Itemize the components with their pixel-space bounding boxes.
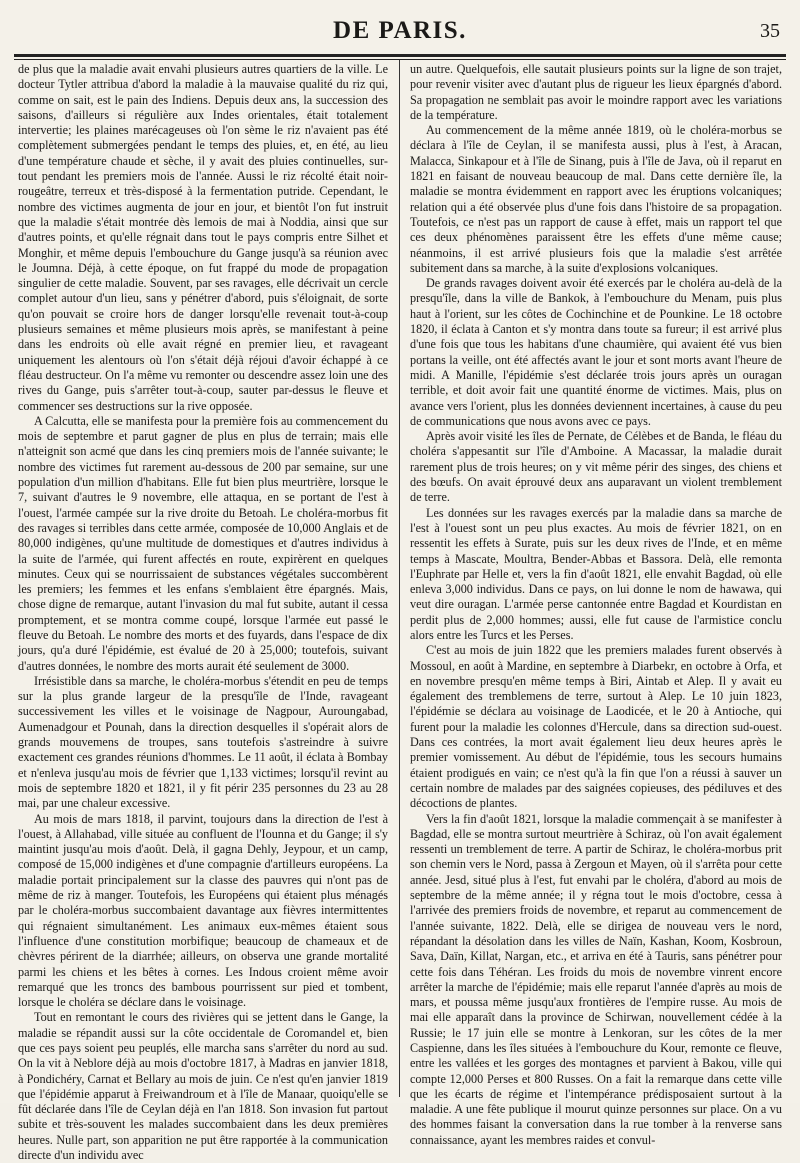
page-title: DE PARIS. <box>333 17 467 44</box>
paragraph: Au mois de mars 1818, il parvint, toujours dans la direction de l'est à l'ouest, à Allahabad, ville située au confluent de l'Iounna et du Gange; il s'y maintint jusqu'au mois d'août. Delà, il gagna Dehly, Jeypour, et un camp, composé de 15,000 indigènes et d'une compagnie d'artilleurs européens. La maladie portait principalement sur la classe des pauvres qui n'ont pas de même de riz à manger. Toutefois, les Européens qui étaient plus ménagés par le choléra-morbus succombaient davantage aux fièvres intermittentes qui régnaient simultanément. Les animaux eux-mêmes étaient sous l'influence d'une constitution morbifique; beaucoup de chameaux et de chèvres périrent de la diarrhée; ailleurs, on observa une grande mortalité parmi les chiens et les bêtes à cornes. Les Indous croient même avoir remarqué que les troncs des bambous pourrissent sur pied et tombent, lorsque le choléra se déclare dans le voisinage. <box>18 811 388 1010</box>
column-divider <box>399 60 400 1097</box>
paragraph: De grands ravages doivent avoir été exercés par le choléra au-delà de la presqu'île, dans la ville de Bankok, à l'embouchure du Menam, puis plus haut à l'orient, sur les côtes de Cochinchine et de Pounkine. Le 18 octobre 1820, il éclata à Canton et s'y montra dans toute sa fureur; il est arrivé plus d'une fois que tous les habitans d'une chaumière, qui avaient été vus bien portans la veille, ont été affectés avant le jour et sont morts avant l'heure de midi. A Manille, l'épidémie s'est déclarée trois jours après un ouragan terrible, et doit avoir fait une quantité énorme de victimes. Mais, plus on avance vers l'orient, plus les données deviennent incertaines, à cause du peu de communications que nous avons avec ce pays. <box>410 276 782 428</box>
paragraph: Vers la fin d'août 1821, lorsque la maladie commençait à se manifester à Bagdad, elle se montra surtout meurtrière à Schiraz, où l'on avait également ressenti un tremblement de terre. A partir de Schiraz, le choléra-morbus prit son chemin vers le Nord, passa à Zergoun et Mayen, où il s'arrêta pour cette année. Jesd, situé plus à l'est, fut envahi par le choléra, d'abord au mois de septembre de la même année; il y régna tout le mois d'octobre, cessa à l'arrivée des premiers froids de novembre, et reparut au commencement de l'année suivante, 1822. Delà, elle se dirigea de nouveau vers le nord, répandant la désolation dans les villes de Naïn, Kashan, Koom, Kosbroun, Sava, Daïn, Killat, Nargan, etc., et arriva en été à Tauris, sans pénétrer pour cette fois dans Téhéran. Les froids du mois de novembre vinrent encore arrêter la marche de l'épidémie; mais elle reparut l'année d'après au mois de mars, et poussa même jusqu'aux frontières de l'empire russe. Au mois de mai elle apparaît dans la province de Schirwan, nouvellement cédée à la Russie; le 17 juin elle se montre à Lenkoran, sur les côtes de la mer Caspienne, dans les îles situées à l'embouchure du Kour, remonte ce fleuve, entre les vallées et les gorges des montagnes et parvient à Bakou, ville qui compte 12,000 Perses et 800 Russes. On a fait la remarque dans cette ville que les écarts de régime et l'intempérance prédisposaient surtout à la maladie. A une fête publique il mourut quinze personnes sur place. On a vu des hommes faisant la conversation dans la rue tomber à la renverse sans connaissance, ayant les membres raides et convul- <box>410 811 782 1147</box>
header-rule-thin <box>14 59 786 60</box>
right-column <box>410 62 782 1147</box>
paragraph: Tout en remontant le cours des rivières qui se jettent dans le Gange, la maladie se répandit aussi sur la côte occidentale de Coromandel et, bien que ces pays soient peu peuplés, elle marcha sans s'arrêter du nord au sud. On la vit à Neblore déjà au mois d'octobre 1817, à Madras en janvier 1818, à Pondichéry, Carnat et Bellary au mois de juin. Ce n'est qu'en janvier 1819 que l'épidémie apparut à Freiwandroum et à l'île de Manaar, quoiqu'elle se fût déclarée dans l'île de Ceylan déjà en l'an 1818. Son invasion fut partout subite et très-souvent les malades succombaient dans les deux premières heures. Nulle part, son apparition ne put être rapportée à la communication directe d'un individu avec <box>18 1010 388 1163</box>
page-number: 35 <box>760 20 780 42</box>
paragraph: un autre. Quelquefois, elle sautait plusieurs points sur la ligne de son trajet, pour revenir visiter avec d'autant plus de rigueur les lieux épargnés d'abord. Sa propagation ne semblait pas avoir le moindre rapport avec les variations de la température. <box>410 62 782 122</box>
header-rule <box>14 54 786 57</box>
paragraph: Après avoir visité les îles de Pernate, de Célèbes et de Banda, le fléau du choléra s'appesantit sur l'île d'Amboine. A Macassar, la maladie durait rarement plus de trois heures; on y vit même périr des singes, des chiens et des bœufs. On avait éprouvé deux ans auparavant un violent tremblement de terre. <box>410 429 782 505</box>
paragraph: Les données sur les ravages exercés par la maladie dans sa marche de l'est à l'ouest sont un peu plus exactes. Au mois de février 1821, on en ressentit les effets à Surate, puis sur les deux rives de l'Inde, et en même temps à Mascate, Moultra, Bender-Abbas et Bassora. Delà, elle remonta l'Euphrate par Helle et, vers la fin d'août 1821, elle envahit Bagdad, où elle enleva 3,000 individus. Dans ce pays, on lui donne le nom de hawawa, qui veut dire ouragan. L'armée perse cantonnée entre Bagdad et Kourdistan en perdit plus de 2,000 hommes; aussi, elle fut cause de l'armistice conclu alors entre les Turcs et les Perses. <box>410 505 782 642</box>
running-head <box>18 14 782 48</box>
left-column <box>18 62 388 1163</box>
paragraph: Irrésistible dans sa marche, le choléra-morbus s'étendit en peu de temps sur la plus grande largeur de la presqu'île de l'Inde, ravageant successivement les villes et le voisinage de Nagpour, Auroungabad, Aumenadgour et Pounah, dans la direction desquelles il s'opérait alors de grands mouvemens de troupes, sans toutefois s'astreindre à suivre exactement ces grandes réunions d'hommes. Le 11 août, il éclata à Bombay et n'enleva jusqu'au mois de février que 1,133 victimes; lorsqu'il revint au mois de septembre 1820 et 1821, il y fit périr 235 personnes du 23 au 28 mai, par une chaleur excessive. <box>18 673 388 811</box>
paragraph: Au commencement de la même année 1819, où le choléra-morbus se déclara à l'île de Ceylan, il se manifesta aussi, plus à l'est, à Aracan, Malacca, Sinkapour et à l'île de Sinang, puis à l'île de Java, où il reparut en 1821 en faisant de nouveau beaucoup de mal. Dans cette dernière île, la maladie se montra évidemment en rapport avec les éruptions volcaniques; relation qui a été observée plus d'une fois dans l'histoire de sa propagation. Toutefois, ce n'est pas un rapport de cause à effet, mais un rapport tel que ces deux phénomènes paraissent être les effets d'une même cause; néanmoins, il est arrivé plusieurs fois que la maladie s'est arrêtée subitement dans sa marche, à la suite d'explosions volcaniques. <box>410 123 782 275</box>
paragraph: de plus que la maladie avait envahi plusieurs autres quartiers de la ville. Le docteur Tytler attribua d'abord la maladie à la mauvaise qualité du riz qui, comme on sait, est le pain des Indiens. Depuis deux ans, la succession des saisons, d'ailleurs si régulière aux Indes orientales, était totalement intervertie; les plaines marécageuses où l'on sème le riz n'avaient pas été complètement submergées pendant le temps des pluies, et, en été, au lieu d'une température chaude et sèche, il y avait des pluies continuelles, sur-tout pendant les premiers mois de l'année. Aussi le riz récolté était noir-rougeâtre, terreux et très-disposé à la fermentation putride. Cependant, le nombre des victimes augmenta de jour en jour, et bientôt l'on fut instruit que la maladie s'était montrée dès lemois de mai à Noddia, ainsi que sur d'autres points, et qu'elle régnait dans tout le pays compris entre Silhet et Monghir, et même depuis l'embouchure du Gange jusqu'à sa réunion avec le Joumna. Déjà, à cette époque, on fut frappé du mode de propagation singulier de cette maladie. Souvent, par ses ravages, elle décrivait un cercle complet autour d'un lieu, sans y pénétrer d'abord, puis s'éloignait, de sorte qu'on pouvait se croire hors de danger lorsqu'elle revenait tout-à-coup plusieurs semaines et même plusieurs mois après, se manifestant à peine dans les endroits où elle avait régné en premier lieu, et ravageant uniquement les alentours où l'on s'était déjà réjoui d'avoir échappé à ce fléau destructeur. On l'a même vu remonter ou descendre assez loin une des rives du Gange, puis s'arrêter tout-à-coup, sauter par-dessus le fleuve et commencer ses destructions sur la rive opposée. <box>18 62 388 413</box>
paragraph: C'est au mois de juin 1822 que les premiers malades furent observés à Mossoul, en août à Mardine, en septembre à Diarbekr, en octobre à Orfa, et en novembre presqu'en même temps à Biri, Aintab et Alep. Il y avait eu également des tremblemens de terre, surtout à Alep. Le 10 juin 1823, l'épidémie se déclara au voisinage de Laodicée, et le 20 à Antioche, qui furent pour la maladie les colonnes d'Hercule, dans sa direction sud-ouest. Dans ces contrées, la mort avait également lieu deux heures après le premier vomissement. Au début de l'épidémie, tous les secours humains étaient prodigués en vain; ce n'est qu'à la fin que l'on a réussi à sauver un certain nombre de malades par des saignées copieuses, des pédiluves et des décoctions de plantes. <box>410 643 782 811</box>
paragraph: A Calcutta, elle se manifesta pour la première fois au commencement du mois de septembre et parut gagner de plus en plus de terrain; mais elle n'atteignit son acmé que dans les cinq premiers mois de l'année suivante; le nombre des victimes fut rarement au-dessous de 200 par semaine, sur une population d'un million d'habitans. Elle fut bien plus meurtrière, lorsque le 7, suivant d'autres le 9 novembre, elle attaqua, en se portant de l'est à l'ouest, l'armée campée sur la rive droite du Betoah. Le choléra-morbus fit des ravages si terribles dans cette armée, composée de 10,000 Anglais et de 80,000 indigènes, qu'une multitude de domestiques et d'autres individus à la suite de l'armée, qui furent affectés en route, expirèrent en quelques minutes. Ceux qui se nourrissaient de substances végétales succombèrent les premiers; les femmes et les enfans s'emblaient être épargnés. Mais, chose digne de remarque, autant l'invasion du mal fut subite, autant il cessa promptement, et se montra comme coupé, lorsque l'armée eut passé le fleuve du Betoah. Le nombre des morts et des fuyards, dans l'espace de dix jours, qu'a duré l'épidémie, est évalué de 20 à 25,000; toutefois, suivant d'autres données, le nombre des morts aurait été seulement de 3000. <box>18 413 388 673</box>
